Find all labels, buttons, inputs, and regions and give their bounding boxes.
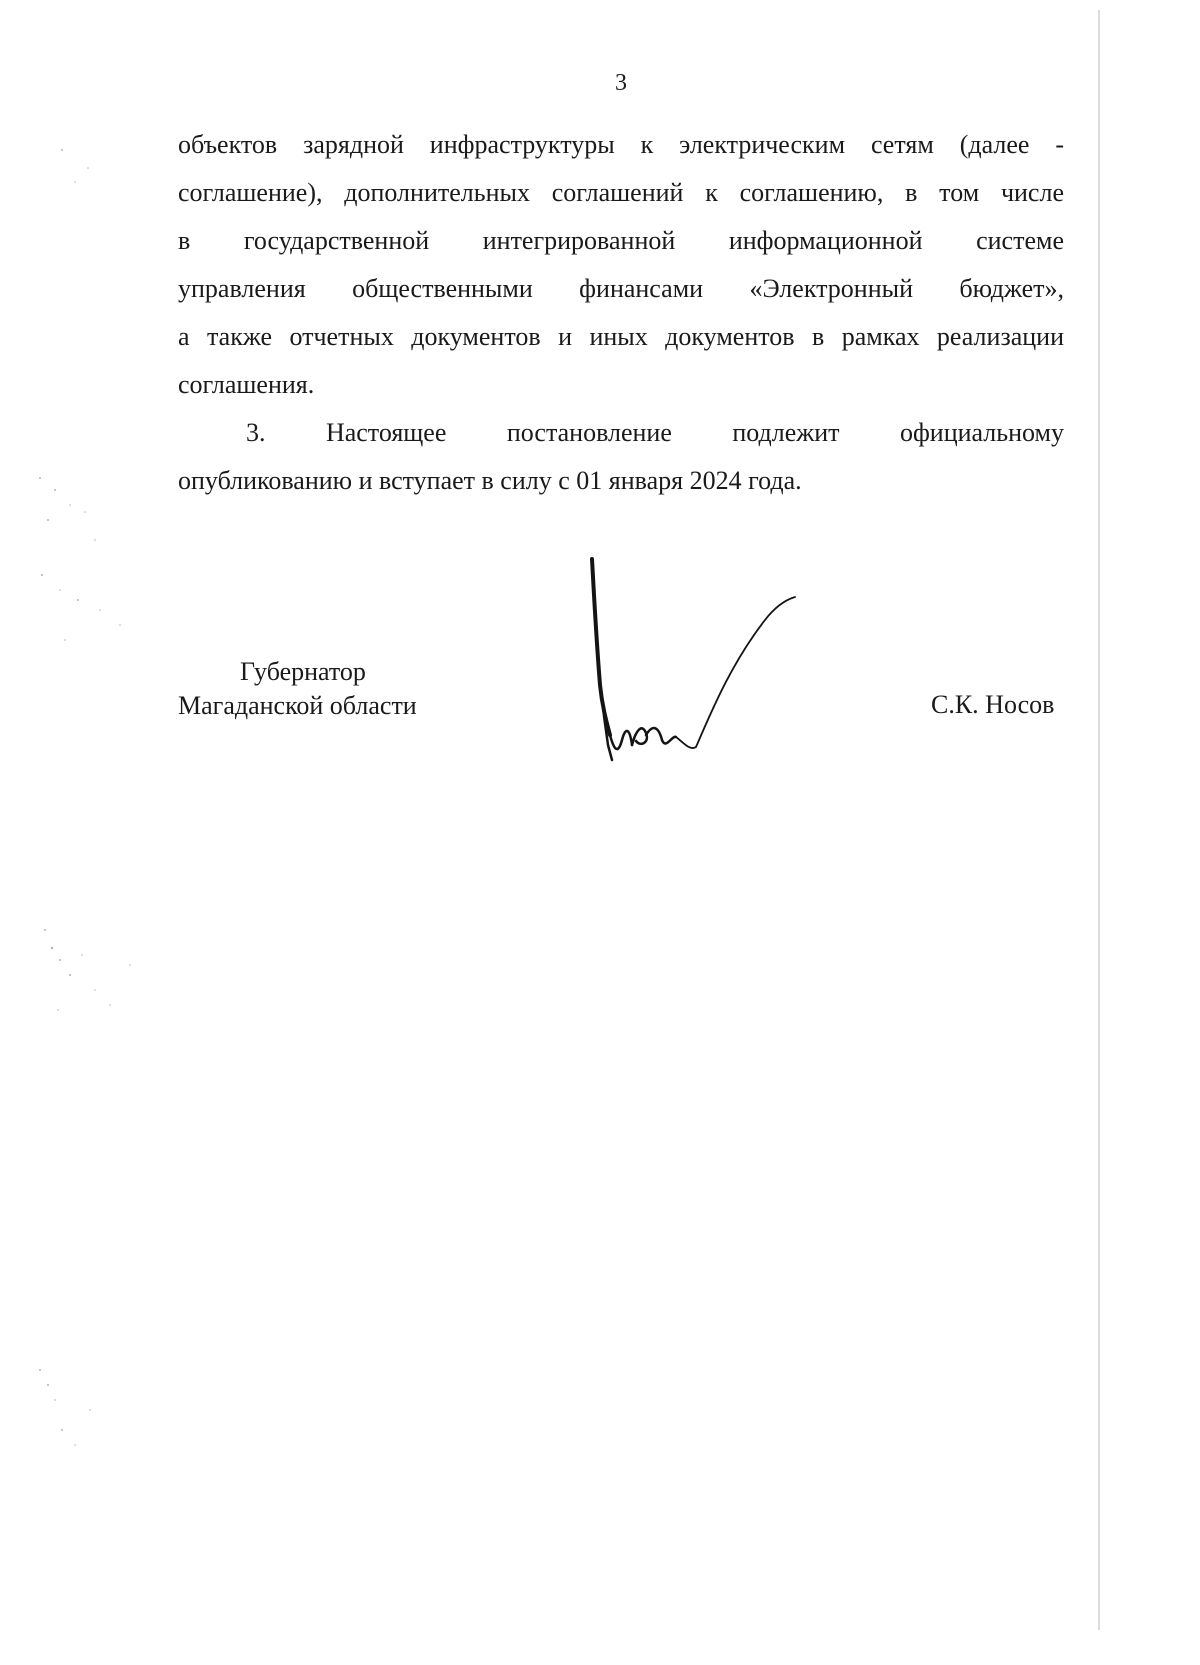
signatory-title-line2: Магаданской области (178, 691, 417, 720)
text-line: 3. Настоящее постановление подлежит официальному (246, 418, 1064, 447)
signatory-title-line1: Губернатор (240, 657, 366, 686)
text-line: соглашение), дополнительных соглашений к соглашению, в том числе (178, 178, 1064, 207)
paragraph-3 (178, 409, 1064, 505)
signatory-title (178, 655, 417, 723)
handwritten-signature (580, 555, 810, 775)
signatory-name: С.К. Носов (931, 690, 1055, 719)
paragraph-continuation (178, 121, 1064, 409)
text-line: в государственной интегрированной информационной системе (178, 226, 1064, 255)
text-line: опубликованию и вступает в силу с 01 января 2024 года. (178, 466, 802, 495)
text-line: соглашения. (178, 370, 315, 399)
page-number: 3 (615, 70, 627, 96)
text-line: управления общественными финансами «Электронный бюджет», (178, 274, 1064, 303)
scan-edge-line (1098, 10, 1100, 1630)
text-line: а также отчетных документов и иных документов в рамках реализации (178, 322, 1064, 351)
scan-speckles (0, 0, 200, 1665)
text-line: объектов зарядной инфраструктуры к электрическим сетям (далее - (178, 130, 1064, 159)
